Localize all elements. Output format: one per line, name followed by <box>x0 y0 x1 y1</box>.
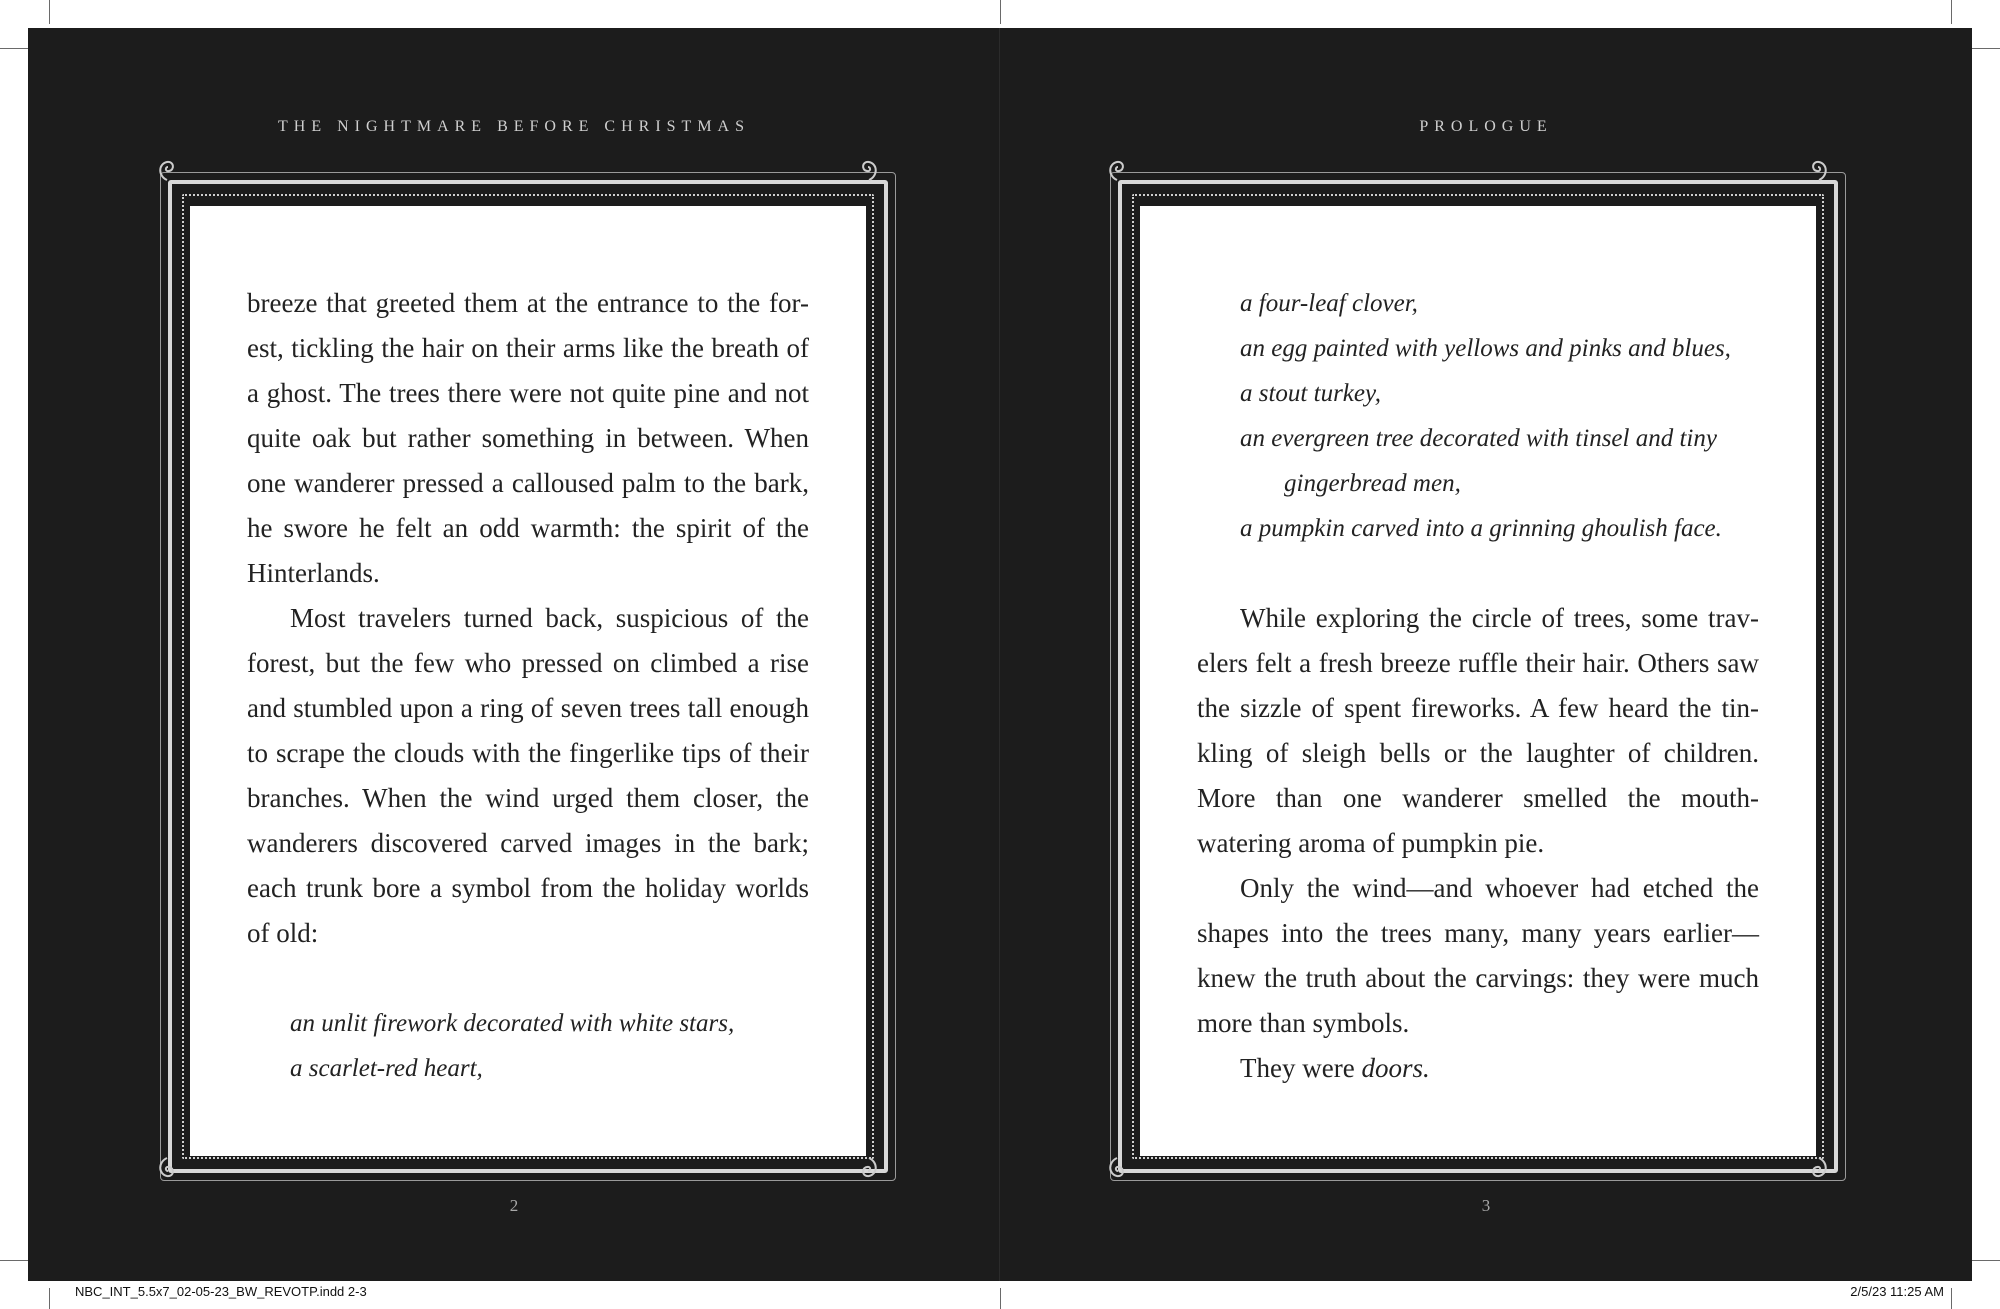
page-number: 3 <box>1481 1196 1491 1215</box>
crop-mark <box>49 0 50 24</box>
paragraph: Only the wind—and whoever had etched the shapes into the trees many, many years earlier—knew the truth about the carvings: they were much more than symbols. <box>1197 873 1759 1038</box>
page-number: 2 <box>509 1196 519 1215</box>
poem-line: gingerbread men, <box>1284 470 1461 497</box>
crop-mark <box>1951 0 1952 24</box>
crop-mark <box>0 1260 28 1261</box>
paragraph: While exploring the circle of trees, some trav-elers felt a fresh breeze ruffle their hair. Others saw the sizzle of spent fireworks. A few heard the tin-kling of sleigh bells or the laughter of children. More than one wanderer smelled the mouth-watering aroma of pumpkin pie. <box>1197 603 1759 858</box>
paragraph <box>1197 1046 1759 1091</box>
poem-line: a four-leaf clover, <box>1240 290 1418 317</box>
poem <box>1197 281 1759 551</box>
crop-mark <box>1972 48 2000 49</box>
poem-line: a stout turkey, <box>1240 380 1381 407</box>
right-page <box>1000 28 1972 1281</box>
body-text <box>247 281 809 1091</box>
paragraph: Most travelers turned back, suspicious of the forest, but the few who pressed on climbed a rise and stumbled upon a ring of seven trees tall enough to scrape the clouds with the fingerlike tips of their branches. When the wind urged them closer, the wanderers discovered carved images in the bark; each trunk bore a symbol from the holiday worlds of old: <box>247 603 809 948</box>
poem-line: a pumpkin carved into a grinning ghoulish face. <box>1240 515 1722 542</box>
text-block <box>1140 206 1816 1156</box>
swirl-ornament-icon <box>1104 156 1130 182</box>
swirl-ornament-icon <box>856 156 882 182</box>
body-text <box>1197 281 1759 1091</box>
poem-line: an egg painted with yellows and pinks and blues, <box>1240 335 1731 362</box>
swirl-ornament-icon <box>1104 1156 1130 1182</box>
swirl-ornament-icon <box>1806 156 1832 182</box>
crop-mark <box>0 48 28 49</box>
poem <box>247 1001 809 1091</box>
crop-mark <box>1972 1260 2000 1261</box>
last-line-text: They were <box>1240 1053 1362 1083</box>
crop-mark <box>1000 0 1001 24</box>
poem-line: an evergreen tree decorated with tinsel and tiny <box>1240 425 1717 452</box>
emphasis-word: doors. <box>1361 1053 1430 1083</box>
running-head: THE NIGHTMARE BEFORE CHRISTMAS <box>277 118 750 135</box>
running-head: PROLOGUE <box>1419 118 1553 135</box>
swirl-ornament-icon <box>856 1156 882 1182</box>
poem-line: a scarlet-red heart, <box>290 1055 483 1082</box>
swirl-ornament-icon <box>154 156 180 182</box>
text-block <box>190 206 866 1156</box>
crop-mark <box>1000 1288 1001 1309</box>
crop-mark <box>49 1288 50 1309</box>
slug-filename: NBC_INT_5.5x7_02-05-23_BW_REVOTP.indd 2-3 <box>75 1284 367 1299</box>
poem-line: an unlit firework decorated with white stars, <box>290 1010 735 1037</box>
left-page <box>28 28 1000 1281</box>
slug-timestamp: 2/5/23 11:25 AM <box>1850 1284 1944 1299</box>
paragraph: breeze that greeted them at the entrance to the for-est, tickling the hair on their arms like the breath of a ghost. The trees there were not quite pine and not quite oak but rather something in between. When one wanderer pressed a calloused palm to the bark, he swore he felt an odd warmth: the spirit of the Hinterlands. <box>247 288 809 588</box>
crop-mark <box>1951 1288 1952 1309</box>
swirl-ornament-icon <box>154 1156 180 1182</box>
swirl-ornament-icon <box>1806 1156 1832 1182</box>
